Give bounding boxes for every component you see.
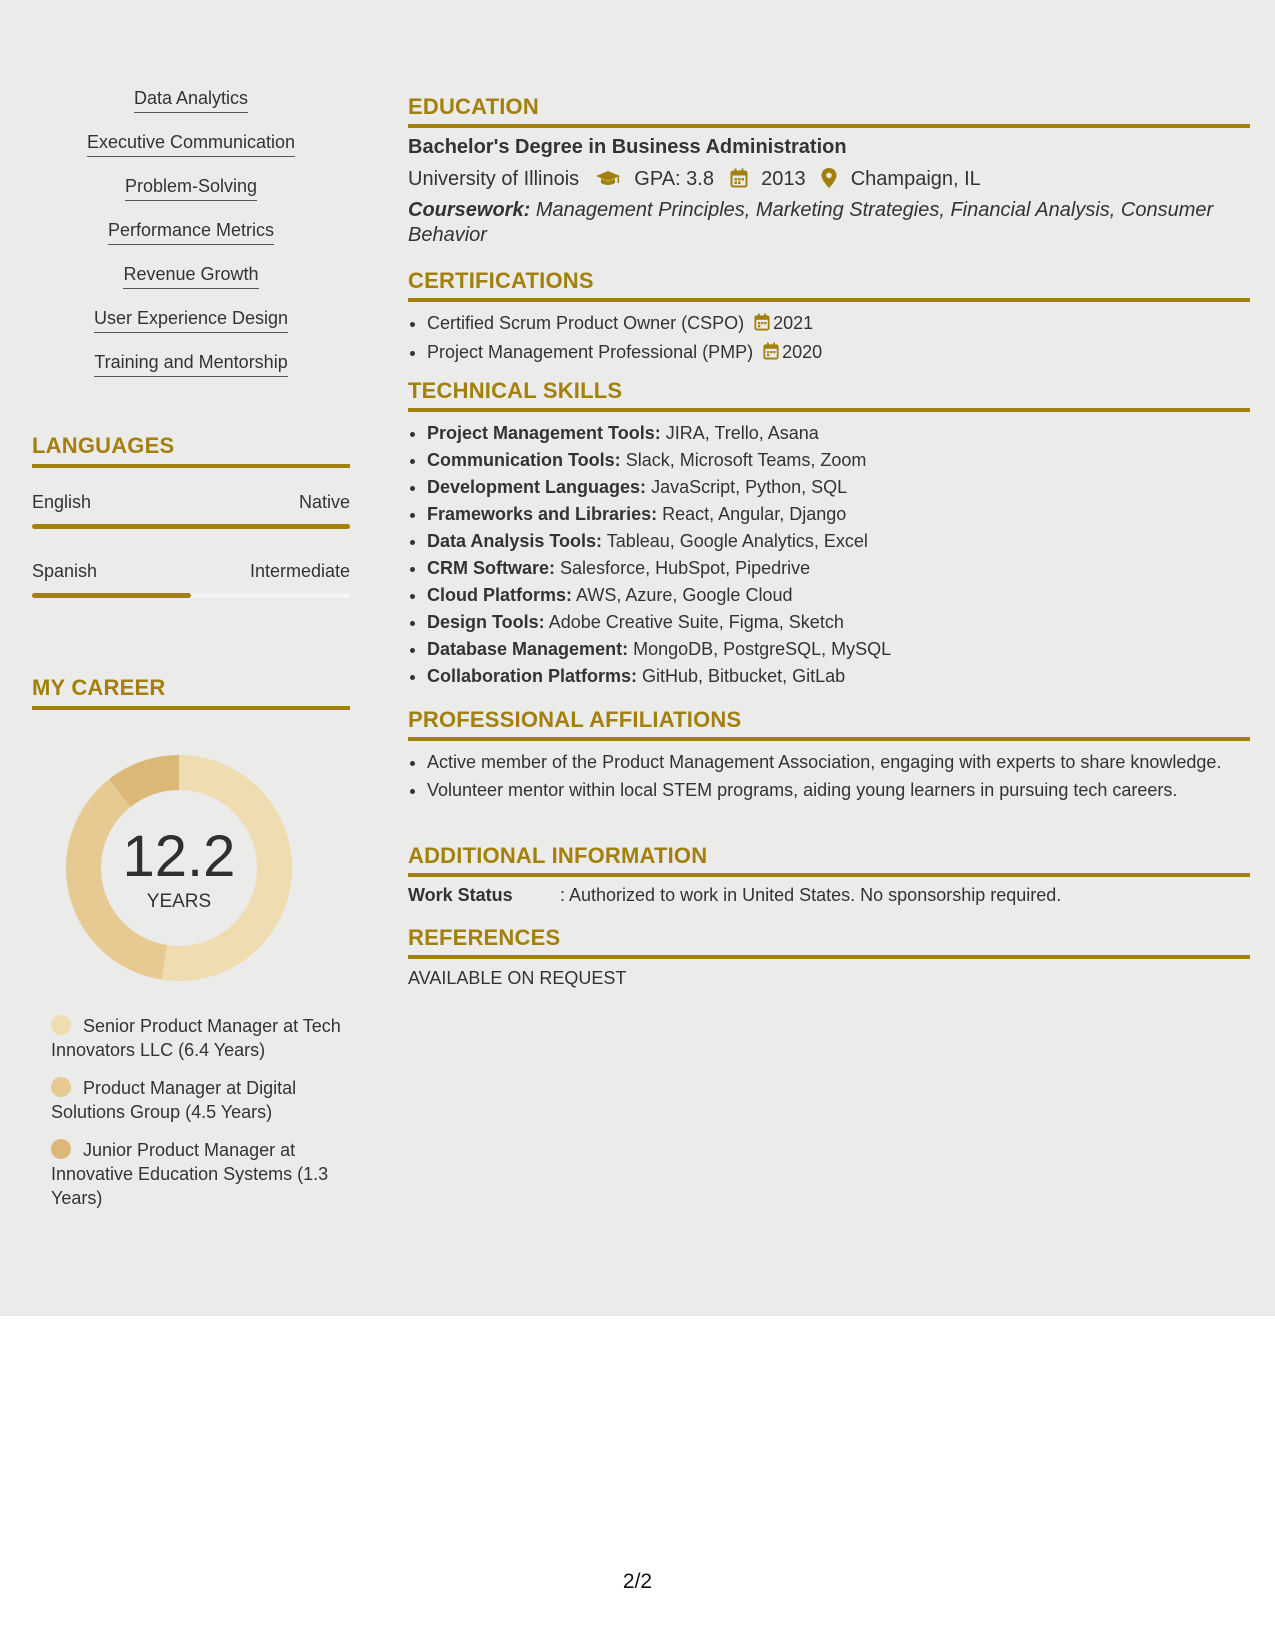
legend-dot bbox=[51, 1139, 71, 1159]
skill-item: Performance Metrics bbox=[108, 218, 274, 245]
language-level: Intermediate bbox=[249, 561, 350, 581]
coursework-list: Management Principles, Marketing Strategies, Financial Analysis, Consumer Behavior bbox=[408, 199, 1214, 246]
education-details bbox=[408, 168, 981, 194]
career-donut-chart bbox=[66, 755, 292, 981]
skill-item: Problem-Solving bbox=[125, 174, 257, 201]
technical-skill-item bbox=[427, 609, 1250, 636]
technical-skill-item bbox=[427, 636, 1250, 663]
languages-heading: LANGUAGES bbox=[32, 433, 350, 468]
skill-category: Cloud Platforms: bbox=[427, 585, 573, 605]
skill-item: Revenue Growth bbox=[123, 262, 258, 289]
skill-category: Project Management Tools: bbox=[427, 423, 661, 443]
skill-category: Communication Tools: bbox=[427, 450, 621, 470]
skill-values: Tableau, Google Analytics, Excel bbox=[606, 531, 868, 551]
degree-title: Bachelor's Degree in Business Administration bbox=[408, 136, 847, 158]
skill-category: CRM Software: bbox=[427, 558, 556, 578]
technical-skill-item bbox=[427, 447, 1250, 474]
language-name: Spanish bbox=[32, 561, 98, 581]
certifications-list bbox=[408, 310, 1250, 368]
career-heading: MY CAREER bbox=[32, 675, 350, 710]
language-bar-fill bbox=[32, 524, 350, 529]
career-role: Product Manager at Digital Solutions Group (4.5 Years) bbox=[51, 1078, 297, 1122]
calendar-icon bbox=[730, 168, 748, 194]
career-legend-item bbox=[51, 1014, 341, 1062]
skill-values: GitHub, Bitbucket, GitLab bbox=[642, 666, 846, 686]
skill-values: JavaScript, Python, SQL bbox=[651, 477, 848, 497]
skill-item: Training and Mentorship bbox=[94, 350, 287, 377]
technical-skills-list bbox=[408, 420, 1250, 690]
skill-item: User Experience Design bbox=[94, 306, 288, 333]
skill-category: Development Languages: bbox=[427, 477, 647, 497]
skill-category: Collaboration Platforms: bbox=[427, 666, 638, 686]
career-role: Junior Product Manager at Innovative Education Systems (1.3 Years) bbox=[51, 1140, 329, 1208]
school-name: University of Illinois bbox=[408, 168, 580, 190]
graduation-cap-icon bbox=[595, 170, 621, 194]
career-legend-item bbox=[51, 1076, 341, 1124]
certification-year: 2020 bbox=[782, 342, 823, 362]
certification-year: 2021 bbox=[773, 313, 814, 333]
technical-skill-item bbox=[427, 474, 1250, 501]
technical-skill-item bbox=[427, 501, 1250, 528]
career-years-label: YEARS bbox=[146, 891, 212, 912]
certification-item bbox=[427, 310, 1250, 339]
work-status-value: : Authorized to work in United States. No sponsorship required. bbox=[560, 885, 1062, 905]
coursework-label: Coursework: bbox=[408, 199, 531, 221]
education-location: Champaign, IL bbox=[850, 168, 981, 190]
skill-values: MongoDB, PostgreSQL, MySQL bbox=[633, 639, 892, 659]
language-bar bbox=[32, 593, 350, 598]
language-bar bbox=[32, 524, 350, 529]
skill-values: Salesforce, HubSpot, Pipedrive bbox=[560, 558, 811, 578]
language-level: Native bbox=[298, 492, 350, 512]
calendar-icon bbox=[763, 341, 779, 368]
skill-item: Executive Communication bbox=[87, 130, 295, 157]
calendar-icon bbox=[754, 312, 770, 339]
technical-skill-item bbox=[427, 555, 1250, 582]
skill-item: Data Analytics bbox=[134, 86, 248, 113]
legend-dot bbox=[51, 1015, 71, 1035]
graduation-year: 2013 bbox=[761, 168, 806, 190]
technical-skill-item bbox=[427, 420, 1250, 447]
gpa: GPA: 3.8 bbox=[634, 168, 714, 190]
page-number: 2/2 bbox=[622, 1570, 653, 1593]
education-heading: EDUCATION bbox=[408, 94, 1250, 128]
work-status-row bbox=[408, 885, 1061, 906]
skill-category: Frameworks and Libraries: bbox=[427, 504, 658, 524]
skills-list bbox=[32, 86, 350, 394]
certification-name: Certified Scrum Product Owner (CSPO) bbox=[427, 313, 745, 333]
career-role: Senior Product Manager at Tech Innovators LLC (6.4 Years) bbox=[51, 1016, 341, 1060]
references-text: AVAILABLE ON REQUEST bbox=[408, 968, 627, 988]
career-legend-item bbox=[51, 1138, 341, 1210]
certification-name: Project Management Professional (PMP) bbox=[427, 342, 754, 362]
technical-skills-heading: TECHNICAL SKILLS bbox=[408, 378, 1250, 412]
additional-info-heading: ADDITIONAL INFORMATION bbox=[408, 843, 1250, 877]
affiliations-heading: PROFESSIONAL AFFILIATIONS bbox=[408, 707, 1250, 741]
affiliation-item: • Volunteer mentor within local STEM programs, aiding young learners in pursuing tech careers. bbox=[427, 778, 1250, 802]
technical-skill-item bbox=[427, 582, 1250, 609]
location-pin-icon bbox=[821, 168, 837, 194]
skill-values: React, Angular, Django bbox=[662, 504, 847, 524]
technical-skill-item bbox=[427, 663, 1250, 690]
legend-dot bbox=[51, 1077, 71, 1097]
certification-item bbox=[427, 339, 1250, 368]
affiliations-list bbox=[408, 750, 1250, 806]
references-heading: REFERENCES bbox=[408, 925, 1250, 959]
language-name: English bbox=[32, 492, 92, 512]
certifications-heading: CERTIFICATIONS bbox=[408, 268, 1250, 302]
affiliation-item: • Active member of the Product Management Association, engaging with experts to share knowledge. bbox=[427, 750, 1250, 774]
skill-values: Adobe Creative Suite, Figma, Sketch bbox=[548, 612, 844, 632]
language-bar-fill bbox=[32, 593, 191, 598]
skill-category: Design Tools: bbox=[427, 612, 545, 632]
skill-values: AWS, Azure, Google Cloud bbox=[576, 585, 793, 605]
career-total-years: 12.2 bbox=[122, 824, 236, 889]
skill-category: Database Management: bbox=[427, 639, 629, 659]
technical-skill-item bbox=[427, 528, 1250, 555]
skill-values: JIRA, Trello, Asana bbox=[665, 423, 819, 443]
work-status-label: Work Status bbox=[408, 885, 513, 905]
skill-category: Data Analysis Tools: bbox=[427, 531, 603, 551]
career-legend bbox=[51, 1014, 341, 1224]
skill-values: Slack, Microsoft Teams, Zoom bbox=[625, 450, 867, 470]
coursework bbox=[408, 198, 1250, 248]
